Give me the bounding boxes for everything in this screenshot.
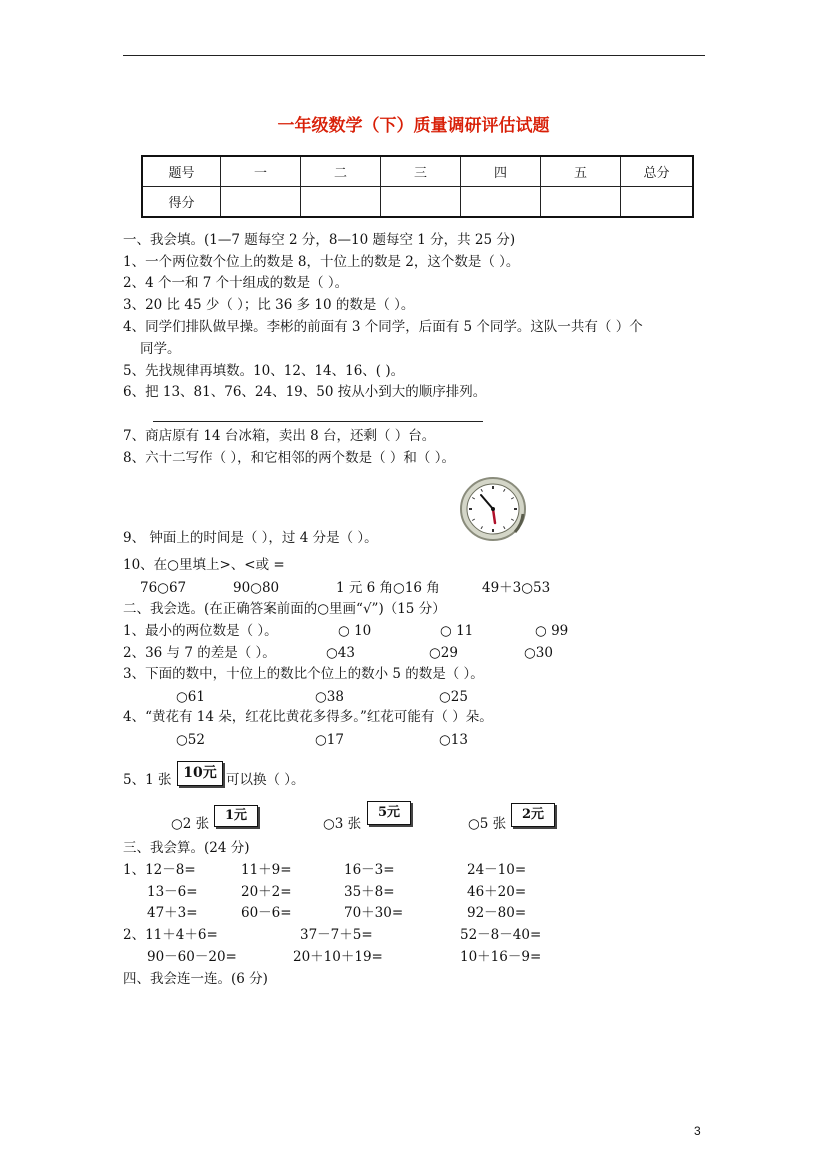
text-line: 1、一个两位数个位上的数是 8，十位上的数是 2，这个数是（ ）。 — [123, 254, 520, 270]
text-line: ○61 — [176, 689, 205, 705]
score-input-cell[interactable] — [381, 187, 461, 218]
text-line: 1、12－8= — [123, 862, 196, 878]
text-line: ○ 11 — [440, 623, 474, 639]
score-input-cell[interactable] — [541, 187, 621, 218]
text-line: ○30 — [524, 645, 553, 661]
text-line: ○43 — [326, 645, 355, 661]
text-line: 4、同学们排队做早操。李彬的前面有 3 个同学，后面有 5 个同学。这队一共有（ ）个 — [123, 319, 643, 335]
text-line: 13－6= — [147, 884, 198, 900]
text-line: 三、我会算。(24 分) — [123, 840, 250, 856]
score-table-score-row — [142, 187, 693, 218]
text-line: 四、我会连一连。(6 分) — [123, 971, 268, 987]
header-rule — [123, 55, 705, 56]
text-line: ○5 张 — [468, 816, 507, 832]
score-table-cell: 三 — [381, 156, 461, 187]
text-line: 可以换（ ）。 — [226, 772, 305, 788]
score-input-cell[interactable] — [301, 187, 381, 218]
score-table-cell: 四 — [461, 156, 541, 187]
text-line: 4、“黄花有 14 朵，红花比黄花多得多。”红花可能有（ ）朵。 — [123, 709, 493, 725]
text-line: 16－3= — [344, 862, 395, 878]
text-line: 46＋20= — [467, 884, 527, 900]
score-table-cell: 二 — [301, 156, 381, 187]
text-line: 47＋3= — [147, 905, 198, 921]
text-line: 7、商店原有 14 台冰箱，卖出 8 台，还剩（ ）台。 — [123, 428, 436, 444]
text-line: ○2 张 — [171, 816, 210, 832]
text-line: 76○67 — [140, 580, 187, 596]
text-line: 5、先找规律再填数。10、12、14、16、( )。 — [123, 363, 405, 379]
text-line: 5、1 张 — [123, 772, 172, 788]
score-table-cell: 得分 — [142, 187, 221, 218]
text-line: 2、11＋4＋6= — [123, 927, 218, 943]
text-line: 20＋10＋19= — [293, 949, 383, 965]
text-line: 90－60－20= — [147, 949, 237, 965]
text-line: 52－8－40= — [460, 927, 542, 943]
banknote-image: 1元 — [214, 805, 258, 827]
text-line: ○13 — [439, 732, 468, 748]
score-table-header-row — [142, 156, 693, 187]
text-line: 92－80= — [467, 905, 527, 921]
text-line: 2、4 个一和 7 个十组成的数是（ ）。 — [123, 275, 349, 291]
text-line: 9、 钟面上的时间是（ ），过 4 分是（ ）。 — [123, 530, 378, 546]
score-input-cell[interactable] — [461, 187, 541, 218]
text-line: 3、20 比 45 少（ ）；比 36 多 10 的数是（ ）。 — [123, 297, 415, 313]
page-number: 3 — [694, 1124, 701, 1138]
text-line: 11＋9= — [241, 862, 292, 878]
banknote-image: 2元 — [511, 803, 555, 827]
text-line: ○ 10 — [338, 623, 372, 639]
clock-icon — [459, 476, 531, 542]
text-line: 49＋3○53 — [482, 580, 551, 596]
score-table-cell: 五 — [541, 156, 621, 187]
text-line: ○52 — [176, 732, 205, 748]
text-line: ○3 张 — [323, 816, 362, 832]
score-table — [141, 155, 694, 218]
text-line: ○ 99 — [535, 623, 569, 639]
score-input-cell[interactable] — [221, 187, 301, 218]
text-line: 6、把 13、81、76、24、19、50 按从小到大的顺序排列。 — [123, 384, 487, 400]
text-line: 1 元 6 角○16 角 — [336, 580, 440, 596]
text-line: 一、我会填。(1—7 题每空 2 分，8—10 题每空 1 分，共 25 分) — [123, 232, 516, 248]
text-line: 同学。 — [140, 341, 181, 357]
text-line: ○29 — [429, 645, 458, 661]
text-line: 10、在○里填上>、<或 = — [123, 557, 285, 573]
text-line: 90○80 — [233, 580, 280, 596]
text-line: 35＋8= — [344, 884, 395, 900]
text-line: 10＋16－9= — [460, 949, 542, 965]
banknote-image: 5元 — [367, 801, 411, 825]
page-title: 一年级数学（下）质量调研评估试题 — [277, 116, 550, 136]
score-table-cell: 一 — [221, 156, 301, 187]
score-table-cell: 题号 — [142, 156, 221, 187]
score-input-cell[interactable] — [621, 187, 694, 218]
answer-line — [153, 421, 483, 422]
text-line: 二、我会选。(在正确答案前面的○里画“√”)（15 分） — [123, 601, 446, 617]
text-line: ○38 — [315, 689, 344, 705]
text-line: ○17 — [315, 732, 344, 748]
score-table-cell: 总分 — [621, 156, 694, 187]
text-line: 1、最小的两位数是（ ）。 — [123, 623, 278, 639]
text-line: 20＋2= — [241, 884, 292, 900]
text-line: 8、六十二写作（ ），和它相邻的两个数是（ ）和（ ）。 — [123, 450, 455, 466]
banknote-image: 10元 — [177, 761, 223, 786]
text-line: ○25 — [439, 689, 468, 705]
text-line: 3、下面的数中，十位上的数比个位上的数小 5 的数是（ ）。 — [123, 666, 484, 682]
text-line: 60－6= — [241, 905, 292, 921]
text-line: 37－7＋5= — [300, 927, 373, 943]
text-line: 70＋30= — [344, 905, 404, 921]
text-line: 2、36 与 7 的差是（ ）。 — [123, 645, 276, 661]
text-line: 24－10= — [467, 862, 527, 878]
